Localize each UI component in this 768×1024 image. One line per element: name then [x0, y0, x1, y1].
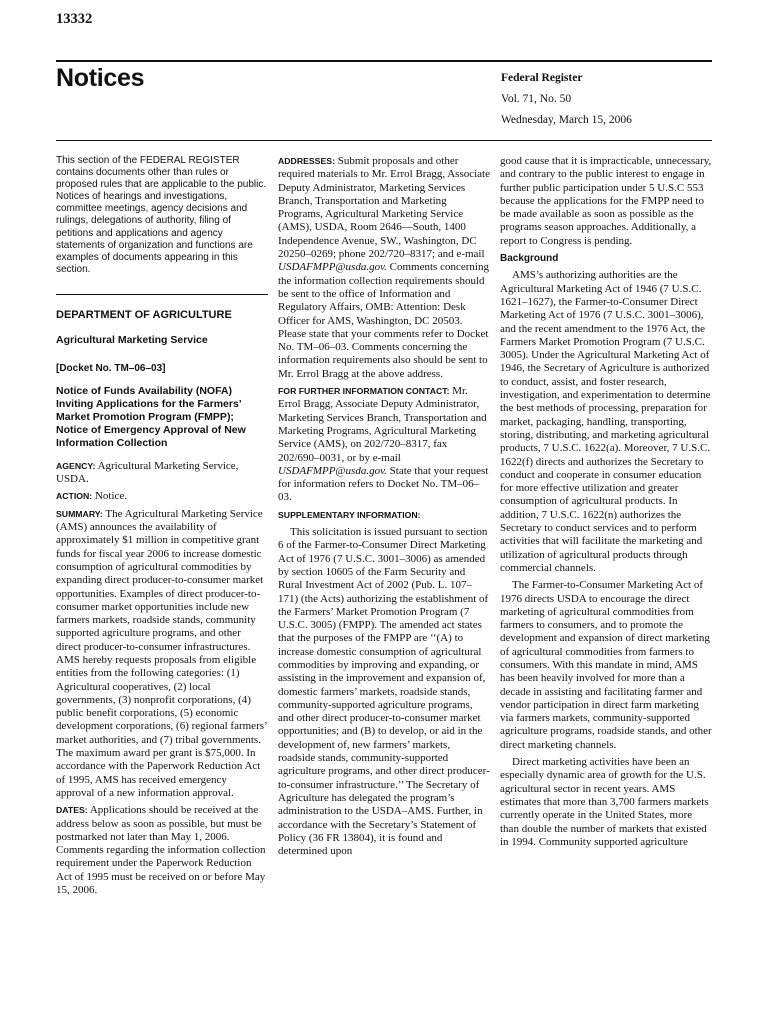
- action-paragraph: [56, 490, 268, 503]
- summary-paragraph: [56, 508, 268, 801]
- header-rule: [56, 60, 712, 62]
- department-heading: DEPARTMENT OF AGRICULTURE: [56, 308, 232, 321]
- contact-label: FOR FURTHER INFORMATION CONTACT:: [278, 386, 450, 397]
- agency-paragraph: [56, 460, 268, 487]
- supplementary-label: SUPPLEMENTARY INFORMATION:: [278, 509, 421, 520]
- addresses-label: ADDRESSES:: [278, 156, 335, 166]
- section-intro: This section of the FEDERAL REGISTER contains documents other than rules or proposed rules that are applicable to the public. Notices of hearings and investigations, committee meetings, agency decisions and rulings, delegations of authority, filing of petitions and applications and agency statements of organization and functions are examples of documents appearing in this section.: [56, 155, 267, 275]
- intro-divider: [56, 294, 268, 295]
- column-3: [500, 155, 712, 853]
- background-heading: Background: [500, 253, 559, 265]
- agency-label: AGENCY:: [56, 460, 96, 471]
- publication-name: Federal Register: [501, 72, 583, 84]
- addresses-email: USDAFMPP@usda.gov.: [278, 261, 387, 274]
- publication-date: Wednesday, March 15, 2006: [501, 114, 632, 126]
- section-title: Notices: [56, 64, 145, 92]
- page-number: 13332: [56, 11, 93, 27]
- addresses-text: Submit proposals and other required materials to Mr. Errol Bragg, Associate Deputy Administrator, Marketing Services Branch, Transportation and Marketing Programs, Agricultural Marketing Service (AMS), USDA, Room 2646—South, 1400 Independence Avenue, SW., Washington, DC 20250–0269; phone 202/720–8317; and e-mail: [278, 155, 490, 261]
- dates-label: DATES:: [56, 805, 88, 816]
- background-paragraph-2: The Farmer-to-Consumer Marketing Act of 1976 directs USDA to encourage the direct marketing of agricultural commodities from farmers to consumers, and to promote the development and expansion of direct marketing of agricultural commodities from farmers to consumers. With this mandate in mind, AMS has been heavily involved for more than a decade in assisting and facilitating farmer and vendor participation in direct farm marketing via farmers markets, community-supported agriculture programs, roadside stands, and other direct marketing channels.: [500, 579, 712, 751]
- continuation-paragraph: good cause that it is impracticable, unnecessary, and contrary to the public interest to engage in further public participation under 5 U.S.C 553 because the applications for the FMPP need to be made available as soon as possible as the programs season approaches. Additionally, a report to Congress is pending.: [500, 155, 712, 247]
- contact-text-continued: State that your request for information refers to Docket No. TM–06–03.: [278, 464, 489, 504]
- column-2: [278, 155, 490, 862]
- background-paragraph-1: AMS’s authorizing authorities are the Agricultural Marketing Act of 1946 (7 U.S.C. 1621–1627), the Farmer-to-Consumer Direct Marketing Act of 1976 (7 U.S.C. 3001–3006), and the recent amendment to the 1976 Act, the Farmers Market Promotion Program (7 U.S.C. 3005). Under the Agricultural Marketing Act of 1946, the Secretary of Agriculture is authorized to conduct, assist, and foster research, investigation, and experimentation to determine the best methods of processing, preparation for market, packaging, handling, transporting, storing, distributing, and marketing agricultural products, 7 U.S.C. 1622(a). Moreover, 7 U.S.C. 1622(f) directs and authorizes the Secretary to conduct and cooperate in consumer education for more effective utilization and greater consumption of agricultural products. In addition, 7 U.S.C. 1622(n) authorizes the Secretary to conduct services and to perform activities that will facilitate the marketing and utilization of agricultural products through commercial channels.: [500, 269, 711, 574]
- addresses-text-continued: Comments concerning the information collection requirements should be sent to the office of Information and Regulatory Affairs, OMB: Attention: Desk Officer for AMS, Washington, DC 20503. Please state that your comments refer to Docket No. TM–06–03. Comments concerning the information requirements also should be sent to Mr. Errol Bragg at the above address.: [278, 261, 489, 380]
- agency-text: Agricultural Marketing Service, USDA.: [56, 459, 239, 486]
- supplementary-label-line: [278, 509, 490, 522]
- volume-number: Vol. 71, No. 50: [501, 93, 572, 105]
- service-heading: Agricultural Marketing Service: [56, 334, 208, 347]
- summary-text: The Agricultural Marketing Service (AMS) announces the availability of approximately $1 million in competitive grant funds for fiscal year 2006 to increase domestic consumption of agricultural commodities by expanding direct producer-to-consumer market opportunities. Examples of direct producer-to-consumer market opportunities include new farmers markets, roadside stands, community supported agriculture programs, and other direct producer-to-consumer infrastructures. AMS hereby requests proposals from eligible entities from the following categories: (1) Agricultural cooperatives, (2) local governments, (3) nonprofit corporations, (4) public benefit corporations, (5) economic development corporations, (6) regional farmers’ market authorities, and (7) tribal governments. The maximum award per grant is $75,000. In accordance with the Paperwork Reduction Act of 1995, AMS has received emergency approval of a new information approval.: [56, 507, 267, 799]
- supplementary-text: This solicitation is issued pursuant to section 6 of the Farmer-to-Consumer Direct Marketing Act of 1976 (7 U.S.C. 3001–3006) as amended by section 10605 of the Farm Security and Rural Investment Act of 2002 (Pub. L. 107–171) (the Acts) authorizing the establishment of the Farmers’ Market Promotion Program (7 U.S.C. 3005) (FMPP). The amended act states that the purposes of the FMPP are ‘‘(A) to increase domestic consumption of agricultural commodities by improving and expanding, or assisting in the improvement and expansion of, domestic farmers’ markets, roadside stands, community-supported agriculture programs, and other direct producer-to-consumer market opportunities; and (B) to develop, or aid in the development of, new farmers’ markets, roadside stands, community-supported agriculture programs, and other direct producer-to-consumer infrastructure.’’ The Secretary of Agriculture has delegated the program’s administration to the USDA–AMS. Further, in accordance with the Secretary’s Statement of Policy (36 FR 13804), it is found and determined upon: [278, 526, 490, 858]
- dates-paragraph: [56, 804, 268, 897]
- contact-paragraph: [278, 385, 490, 505]
- contact-email: USDAFMPP@usda.gov.: [278, 464, 387, 477]
- action-label: ACTION:: [56, 491, 93, 502]
- header-rule-lower: [56, 140, 712, 141]
- contact-text: Mr. Errol Bragg, Associate Deputy Administrator, Marketing Services Branch, Transportation and Marketing Programs, Agricultural Marketing Service (AMS), on 202/720–8317, fax 202/690–0031, or by e-mail: [278, 385, 487, 464]
- docket-number: [Docket No. TM–06–03]: [56, 362, 166, 374]
- column-1: [56, 155, 268, 901]
- addresses-paragraph: [278, 155, 490, 381]
- publication-info: [501, 72, 721, 135]
- action-text: Notice.: [94, 490, 128, 503]
- dates-text: Applications should be received at the address below as soon as possible, but must be postmarked not later than May 1, 2006. Comments regarding the information collection requirement under the Paperwork Reduction Act of 1995 must be received on or before May 15, 2006.: [56, 804, 266, 897]
- background-paragraph-3: Direct marketing activities have been an especially dynamic area of growth for the U.S. agricultural sector in recent years. AMS estimates that more than 3,700 farmers markets currently operate in the United States, more than double the number of markets that existed in 1994. Community supported agriculture: [500, 756, 709, 848]
- summary-label: SUMMARY:: [56, 508, 103, 519]
- document-title: Notice of Funds Availability (NOFA) Inviting Applications for the Farmers’ Market Promotion Program (FMPP); Notice of Emergency Approval of New Information Collection: [56, 384, 246, 449]
